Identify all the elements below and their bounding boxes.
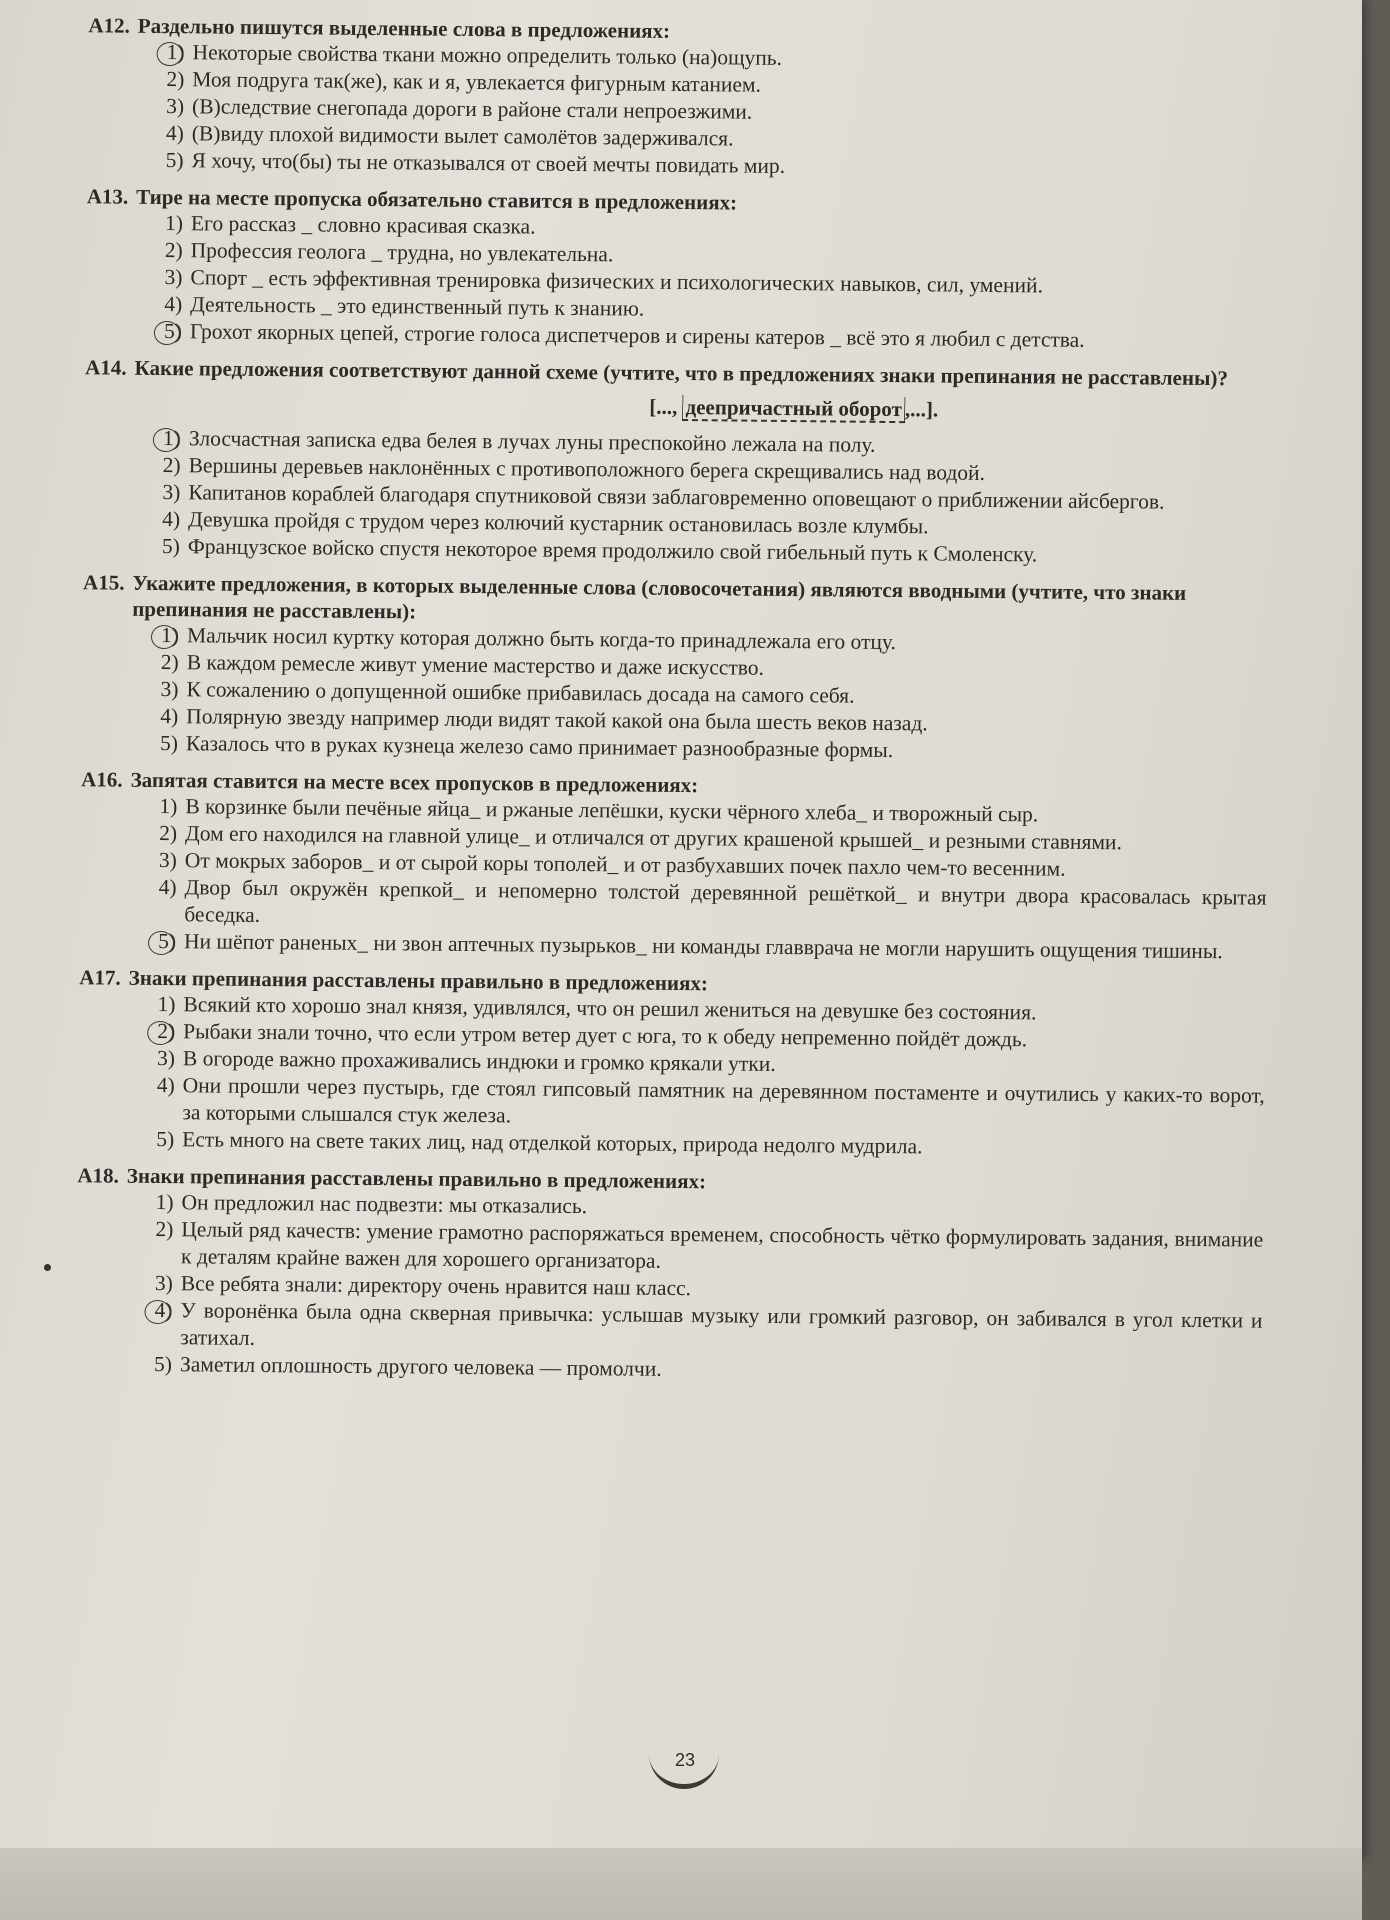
- question-number: A18.: [77, 1163, 119, 1188]
- question-heading: [56, 354, 1271, 392]
- page-number: [645, 1742, 725, 1792]
- option-number: 5): [159, 730, 179, 756]
- question-block: [55, 354, 1272, 571]
- option-text: Вершины деревьев наклонённых с противоположного берега скрещивались над водой.: [188, 453, 986, 485]
- option-number: 5): [161, 534, 180, 559]
- option-text: Есть много на свете таких лиц, над отделкой которых, природа недолго мудрила.: [182, 1127, 923, 1159]
- question-number: A16.: [81, 767, 123, 792]
- option-text: Он предложил нас подвезти: мы отказались.: [181, 1190, 588, 1219]
- answer-options: [153, 39, 1274, 185]
- question-number: A17.: [79, 965, 121, 990]
- option-number: 4): [165, 121, 184, 146]
- option-text: От мокрых заборов_ и от сырой коры тополей_ и от разбухавших почек пахло чем-то весенним.: [184, 848, 1066, 881]
- option-text: Мальчик носил куртку которая должно быть когда-то принадлежала его отцу.: [186, 623, 897, 655]
- option-number: 3): [166, 94, 185, 119]
- option-text: Казалось что в руках кузнеца железо само принимает разнообразные формы.: [185, 731, 894, 763]
- question-block: [49, 964, 1266, 1164]
- option-number: 1): [159, 793, 178, 819]
- question-title: Тире на месте пропуска обязательно ставится в предложениях:: [136, 184, 738, 215]
- scheme-end: ,...].: [904, 397, 939, 422]
- option-number: 5): [165, 148, 184, 173]
- option-number: 4): [164, 292, 183, 317]
- option-text: Рыбаки знали точно, что если утром ветер дует с юга, то к обеду непременно пойдёт дождь.: [183, 1019, 1028, 1052]
- option-number: 2): [164, 238, 183, 263]
- option-number: 2): [159, 820, 178, 846]
- option-number: 3): [154, 1270, 173, 1296]
- option-text: У воронёнка была одна скверная привычка: услышав музыку или громкий разговор, он забивался в угол клетки и затихал.: [180, 1298, 1263, 1350]
- option-number: 2): [162, 453, 181, 478]
- option-number: 2): [166, 67, 185, 92]
- question-title: Какие предложения соответствуют данной схеме (учтите, что в предложениях знаки препинания не расставлены)?: [134, 355, 1229, 391]
- option-text: Дом его находился на главной улице_ и отличался от других крашеной крышей_ и резными ставнями.: [185, 821, 1123, 855]
- option-text: К сожалению о допущенной ошибке прибавилась досада на самого себя.: [186, 677, 855, 708]
- option-text: В корзинке были печёные яйца_ и ржаные лепёшки, куски чёрного хлеба_ и творожный сыр.: [185, 794, 1039, 827]
- option-text: Некоторые свойства ткани можно определить только (на)ощупь.: [192, 40, 783, 70]
- circled-option-number: 1): [151, 425, 189, 452]
- question-block: [51, 766, 1268, 966]
- option-number: 1): [164, 211, 184, 236]
- option-text: Двор был окружён крепкой_ и непомерно толстой деревянной решёткой_ и внутри двора красовалась крытая беседка.: [184, 875, 1267, 927]
- option-number: 4): [158, 874, 177, 900]
- answer-options: [144, 991, 1266, 1164]
- option-text: (В)следствие снегопада дороги в районе стали непроезжими.: [191, 94, 753, 124]
- question-block: [58, 12, 1274, 185]
- option-number: 5): [156, 1126, 175, 1152]
- option-number: 3): [164, 265, 183, 290]
- option-text: В каждом ремесле живут умение мастерство и даже искусство.: [186, 650, 765, 680]
- option-number: 4): [160, 703, 179, 729]
- option-text: Профессия геолога _ трудна, но увлекательна.: [190, 238, 614, 267]
- option-number: 1): [155, 1189, 174, 1215]
- question-number: A14.: [85, 355, 127, 380]
- option-text: Заметил оплошность другого человека — промолчи.: [179, 1352, 662, 1381]
- option-text: Злосчастная записка едва белея в лучах луны преспокойно лежала на полу.: [188, 426, 876, 457]
- page-content: [47, 12, 1275, 1399]
- option-text: Полярную звезду например люди видят такой какой она была шесть веков назад.: [186, 704, 928, 736]
- question-block: [57, 183, 1273, 356]
- scheme-participle-phrase: деепричастный оборот: [682, 395, 905, 423]
- option-text: Моя подруга так(же), как и я, увлекается фигурным катанием.: [192, 67, 762, 97]
- sentence-scheme: [316, 386, 1271, 429]
- circled-option-number: 5): [152, 318, 190, 345]
- question-title: Запятая ставится на месте всех пропусков в предложениях:: [130, 767, 699, 798]
- question-number: A13.: [86, 184, 129, 209]
- page-number-text: 23: [674, 1750, 696, 1770]
- question-title: Знаки препинания расставлены правильно в предложениях:: [128, 965, 709, 996]
- option-text: (В)виду плохой видимости вылет самолётов задерживался.: [191, 121, 734, 151]
- option-text: Все ребята знали: директору очень нравится наш класс.: [180, 1271, 692, 1301]
- option-number: 4): [156, 1072, 175, 1098]
- question-title: Раздельно пишутся выделенные слова в предложениях:: [137, 13, 671, 43]
- option-text: Его рассказ _ словно красивая сказка.: [190, 211, 536, 239]
- question-title: Знаки препинания расставлены правильно в предложениях:: [126, 1163, 707, 1194]
- circled-option-number: 2): [145, 1018, 183, 1045]
- option-text: Ни шёпот раненых_ ни звон аптечных пузырьков_ ни команды главврача не могли нарушить ощущения тишины.: [183, 929, 1223, 964]
- circled-option-number: 1): [149, 622, 187, 649]
- option-text: Грохот якорных цепей, строгие голоса диспетчеров и сирены катеров _ всё это я любил с детства.: [189, 319, 1085, 352]
- option-text: Капитанов кораблей благодаря спутниковой связи заблаговременно оповещают о приближении айсбергов.: [188, 480, 1165, 514]
- circled-option-number: 4): [142, 1297, 181, 1351]
- option-text: Целый ряд качеств: умение грамотно распоряжаться временем, способность чётко формулировать задания, внимание к деталям крайне важен для хорошего организатора.: [180, 1217, 1264, 1273]
- option-number: 4): [162, 507, 181, 532]
- option-number: 3): [156, 1045, 176, 1071]
- scheme-start: [...,: [649, 394, 683, 419]
- option-text: Деятельность _ это единственный путь к знанию.: [190, 292, 645, 321]
- question-number: A15.: [82, 570, 125, 595]
- option-text: Спорт _ есть эффективная тренировка физических и психологических навыков, сил, умений.: [190, 265, 1044, 298]
- option-number: 3): [160, 676, 179, 702]
- question-block: [53, 569, 1270, 768]
- option-text: В огороде важно прохаживались индюки и громко крякали утки.: [182, 1046, 776, 1076]
- answer-options: [148, 622, 1269, 768]
- answer-options: [150, 425, 1271, 571]
- circled-option-number: 1): [154, 39, 192, 66]
- option-number: 2): [160, 649, 179, 675]
- option-text: Всякий кто хорошо знал князя, удивлялся, что он решил жениться на девушке без состояния.: [183, 992, 1037, 1025]
- option-text: Они прошли через пустырь, где стоял гипсовый памятник на деревянном постаменте и очутились у каких-то ворот, за которыми слышался стук железа.: [182, 1073, 1265, 1128]
- option-number: 5): [153, 1351, 173, 1377]
- answer-options: [146, 793, 1268, 966]
- circled-option-number: 5): [146, 928, 184, 955]
- answer-options: [142, 1189, 1264, 1389]
- option-number: 3): [162, 480, 181, 505]
- question-title: Укажите предложения, в которых выделенные слова (словосочетания) являются вводными (учтите, что знаки препинания не расставлены):: [132, 570, 1187, 624]
- next-page-edge: [0, 1848, 1362, 1920]
- question-number: A12.: [88, 13, 130, 38]
- answer-options: [152, 210, 1273, 356]
- option-number: 1): [157, 991, 176, 1017]
- option-number: 2): [155, 1216, 174, 1242]
- option-text: Девушка пройдя с трудом через колючий кустарник остановилась возле клумбы.: [188, 507, 929, 539]
- option-text: Я хочу, что(бы) ты не отказывался от своей мечты повидать мир.: [191, 148, 786, 178]
- option-text: Французское войско спустя некоторое время продолжило свой гибельный путь к Смоленску.: [187, 534, 1038, 567]
- question-block: [47, 1162, 1264, 1389]
- option-number: 3): [158, 847, 177, 873]
